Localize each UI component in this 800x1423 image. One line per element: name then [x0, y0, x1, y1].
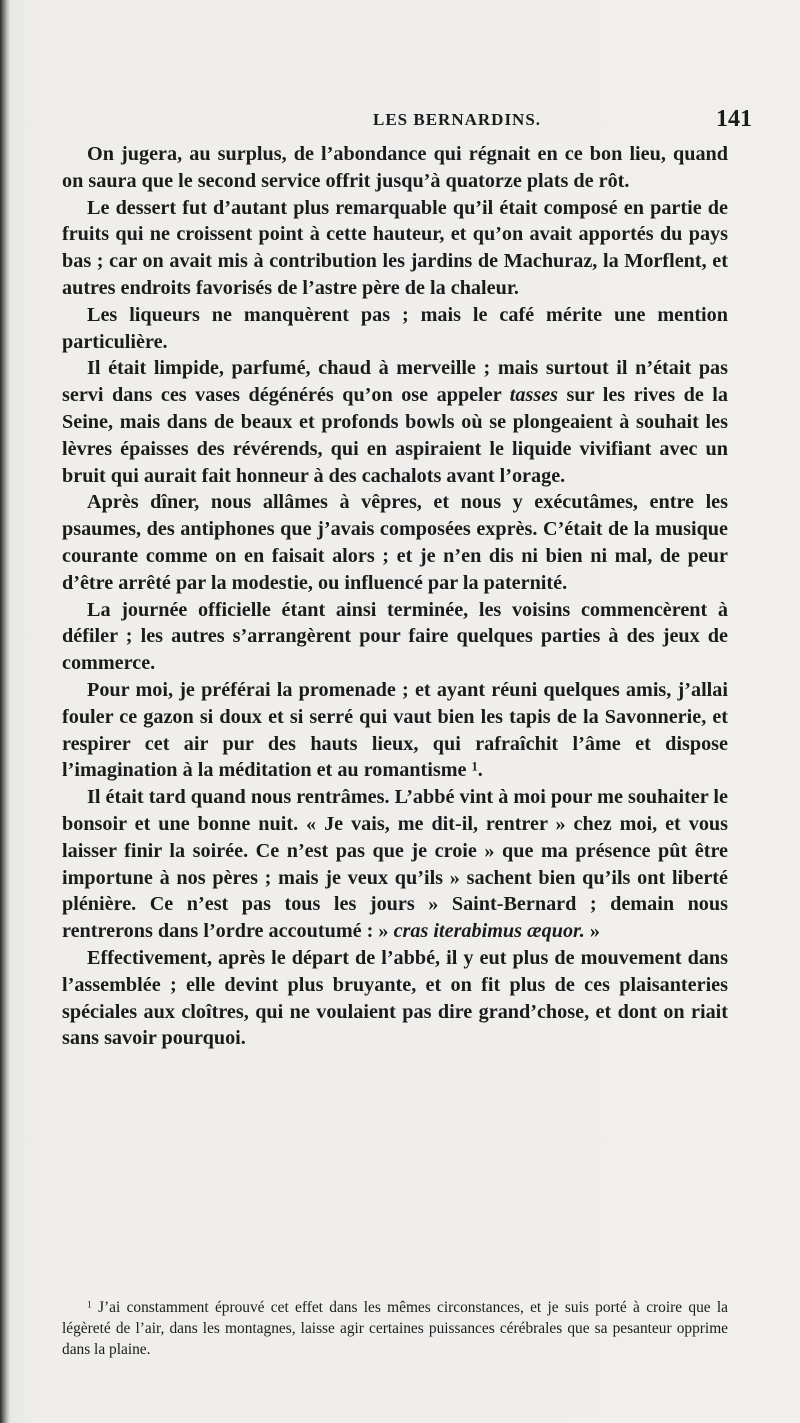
- latin-quote: cras iterabimus æquor.: [393, 920, 585, 943]
- paragraph: [62, 784, 728, 945]
- paragraph: [62, 302, 728, 356]
- paragraph-text: Les liqueurs ne manquèrent pas ; mais le café mérite une mention particulière.: [62, 303, 728, 353]
- paragraph: [62, 677, 728, 784]
- paragraph-text: Effectivement, après le départ de l’abbé, il y eut plus de mouvement dans l’assemblée ; elle devint plus bruyante, et on fit plus de ces plaisanteries spéciales aux cloîtres, qui ne voulaient pas dire grand’chose, et dont on riait sans savoir pourquoi.: [62, 946, 728, 1050]
- paragraph-text: Le dessert fut d’autant plus remarquable qu’il était composé en partie de fruits qui ne croissent point à cette hauteur, et qu’on avait apportés du pays bas ; car on avait mis à contribution les jardins de Machuraz, la Morflent, et autres endroits favorisés de l’astre père de la chaleur.: [62, 196, 728, 299]
- binding-edge: [0, 0, 10, 1423]
- paragraph-text: Pour moi, je préférai la promenade ; et ayant réuni quelques amis, j’allai fouler ce gazon si doux et si serré qui vaut bien les tapis de la Savonnerie, et respirer cet air pur des hauts lieux, qui rafraîchit l’âme et dispose l’imagination à la méditation et au romantisme: [62, 678, 728, 782]
- footnote-number: 1: [87, 1299, 92, 1311]
- page-number: 141: [716, 106, 752, 132]
- paragraph: [62, 597, 728, 677]
- italic-term: tasses: [509, 384, 559, 407]
- paragraph: [62, 489, 728, 596]
- paragraph: [62, 945, 728, 1052]
- footnote-text: J’ai constamment éprouvé cet effet dans les mêmes circonstances, et je suis porté à croire que la légèreté de l’air, dans les montagnes, laisse agir certaines puissances cérébrales que sa pesanteur opprime dans la plaine.: [62, 1299, 728, 1358]
- body-text: [62, 141, 728, 1052]
- footnote-paragraph: [62, 1297, 728, 1360]
- paragraph-text: On jugera, au surplus, de l’abondance qui régnait en ce bon lieu, quand on saura que le second service offrit jusqu’à quatorze plats de rôt.: [62, 143, 728, 192]
- footnote: [62, 1297, 728, 1360]
- paragraph-text: Après dîner, nous allâmes à vêpres, et nous y exécutâmes, entre les psaumes, des antiphones que j’avais composées exprès. C’était de la musique courante comme on en faisait alors ; et je n’en dis ni bien ni mal, de peur d’être arrêté par la modestie, ou influencé par la paternité.: [62, 491, 728, 594]
- paragraph: [62, 141, 728, 195]
- paragraph-text: sur les rives de la Seine, mais dans de beaux et profonds bowls où se plongeaient à souhait les lèvres épaisses des révérends, qui en aspiraient le liquide vivifiant avec un bruit qui aurait fait honneur à des cachalots avant l’orage.: [62, 384, 728, 487]
- paragraph-text: Il était tard quand nous rentrâmes. L’abbé vint à moi pour me souhaiter le bonsoir et une bonne nuit. « Je vais, me dit-il, rentrer » chez moi, et vous laisser finir la soirée. Ce n’est pas que je croie » que ma présence pût être importune à nos pères ; mais je veux qu’ils » sachent bien qu’ils ont liberté plénière. Ce n’est pas tous les jours » Saint-Bernard ; demain nous rentrerons dans l’ordre accoutumé : »: [62, 786, 728, 943]
- paragraph: [62, 355, 728, 489]
- paragraph: [62, 195, 728, 302]
- page-header: [0, 106, 800, 140]
- paragraph-text: »: [584, 920, 600, 943]
- footnote-marker: 1: [471, 759, 478, 774]
- paragraph-text: La journée officielle étant ainsi terminée, les voisins commencèrent à défiler ; les autres s’arrangèrent pour faire quelques parties à des jeux de commerce.: [62, 598, 728, 675]
- paragraph-text: Il était limpide, parfumé, chaud à merveille ; mais surtout il n’était pas servi dans ces vases dégénérés qu’on ose appeler: [62, 357, 728, 407]
- paragraph-text: .: [477, 759, 483, 782]
- running-head: LES BERNARDINS.: [373, 110, 542, 129]
